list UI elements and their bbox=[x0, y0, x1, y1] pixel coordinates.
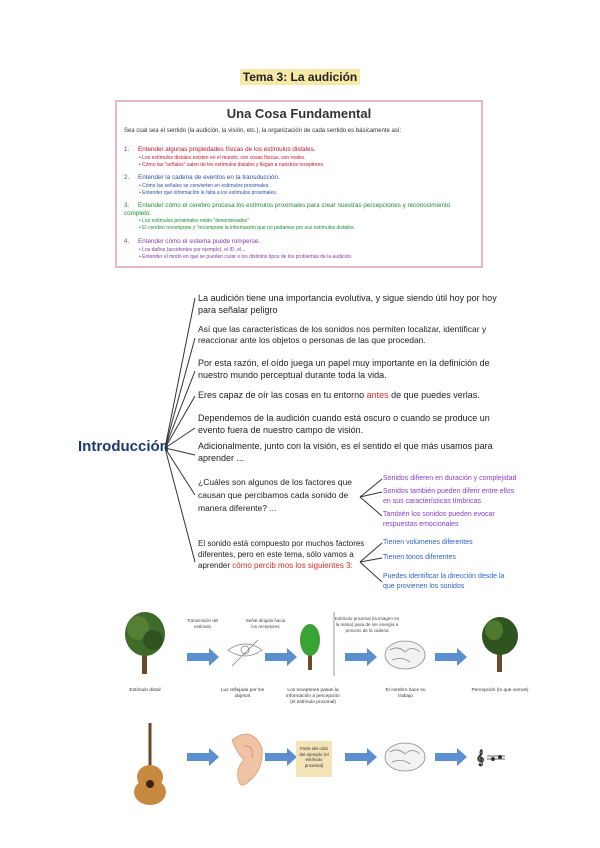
three-2: Tienen tonos diferentes bbox=[383, 554, 456, 561]
intro-label: Introducción bbox=[78, 438, 169, 455]
point-1-sub-2: • Cómo las "señales" salen de los estímulos distales y llegan a nuestros receptores. bbox=[139, 162, 325, 168]
three-3: Puedes identificar la dirección desde la que provienen los sonidos bbox=[383, 573, 505, 590]
brain-icon bbox=[385, 641, 425, 669]
caption-2: Luz reflejada por los objetos bbox=[220, 688, 265, 699]
point-2-sub-1: • Cómo las señales se convierten en estímulos proximales. bbox=[139, 183, 270, 189]
point-4: 4. Entender cómo el sistema puede romperse. bbox=[124, 238, 261, 245]
point-4-sub-1: • Los daños (accidentes por ejemplo), el ID, el... bbox=[139, 247, 246, 253]
caption-5: Percepción (lo que vemos) bbox=[471, 688, 529, 693]
caption-4: El cerebro hace su trabajo bbox=[385, 688, 426, 699]
box-heading: Una Cosa Fundamental bbox=[226, 106, 372, 121]
diagram-top-label-3: Estímulo proximal (la imagen en la retina) pasa de ser energía a proceso de la cadena bbox=[334, 616, 400, 633]
point-4-sub-2: • Entender el modo en que se pueden curar o los distintos tipos de los problemas de la audición. bbox=[139, 254, 353, 260]
point-3-sub-1: • Los estímulos proximales están "desordenados" bbox=[139, 218, 249, 224]
compuesto-text: El sonido está compuesto por muchos factores diferentes, pero en este tema, sólo vamos a aprender cómo percib mos los siguientes 3: bbox=[198, 539, 365, 570]
point-3-sub-2: • El cerebro recompone y "recompone la información que no podamos por sus estímulos distales. bbox=[139, 225, 355, 231]
intro-item-2: Así que las características de los sonidos nos permiten localizar, identificar y reaccionar ante los objetos o personas de las que procedan. bbox=[198, 324, 487, 345]
ear-box-text: Parte del oído del ejemplo (el estímulo proximal) bbox=[299, 746, 329, 768]
brain-icon-2 bbox=[385, 743, 425, 771]
factor-2: Sonidos también pueden diferir entre ellos en sus características tímbricas bbox=[383, 488, 515, 505]
eye-icon bbox=[228, 640, 262, 666]
intro-item-4: Eres capaz de oír las cosas en tu entorno antes de que puedes verlas. bbox=[198, 390, 480, 400]
three-1: Tienen volúmenes diferentes bbox=[383, 539, 473, 546]
intro-item-5: Dependemos de la audición cuando está oscuro o cuando se produce un evento fuera de nuestro campo de visión. bbox=[198, 413, 490, 435]
ear-icon bbox=[232, 734, 262, 785]
tree-right-icon bbox=[482, 617, 518, 672]
point-2: 2. Entender la cadena de eventos en la transducción. bbox=[124, 174, 280, 181]
intro-item-3: Por esta razón, el oído juega un papel muy importante en la definición de nuestro mundo perceptual durante toda la vida. bbox=[198, 358, 490, 380]
page-title: Tema 3: La audición bbox=[0, 70, 600, 84]
tree-icon bbox=[125, 612, 165, 674]
factors-question: ¿Cuáles son algunos de los factores que causan que percibamos cada sonido de manera diferente? ... bbox=[198, 477, 353, 513]
diagram-top-label-1: Transmisión del estímulo bbox=[186, 618, 219, 629]
point-2-sub-2: • Entender qué información le falta a los estímulos proximales. bbox=[139, 190, 278, 196]
box-intro: Sea cual sea el sentido (la audición, la visión, etc.), la organización de cada sentido es básicamente así: bbox=[124, 128, 402, 134]
factor-1: Sonidos difieren en duración y complejidad bbox=[383, 475, 517, 482]
intro-item-6: Adicionalmente, junto con la visión, es el sentido el que más usamos para aprender ... bbox=[198, 441, 493, 463]
point-1-sub-1: • Los estímulos distales existen en el mundo, son cosas físicas, son reales. bbox=[139, 155, 306, 161]
guitar-icon bbox=[134, 723, 166, 805]
caption-1: Estímulo distal bbox=[129, 688, 161, 693]
point-1: 1. Entender algunas propiedades físicas de los estímulos distales. bbox=[124, 146, 316, 153]
green-tree-icon bbox=[300, 624, 320, 670]
caption-3: Los receptores pasan la información a percepción (el estímulo proximal) bbox=[286, 688, 340, 705]
factor-3: También los sonidos pueden evocar respuestas emocionales bbox=[383, 511, 495, 528]
intro-item-1: La audición tiene una importancia evolutiva, y sigue siendo útil hoy por hoy para señalar peligro bbox=[198, 293, 497, 315]
svg-text:𝄞: 𝄞 bbox=[476, 750, 485, 766]
music-notes-icon bbox=[476, 750, 505, 766]
point-3: 3. Entender cómo el cerebro procesa los estímulos proximales para crear nuestras percepciones y reconocimiento completo. bbox=[124, 202, 451, 217]
diagram-top-label-2: Señal dirigida hacia los receptores bbox=[245, 618, 286, 629]
